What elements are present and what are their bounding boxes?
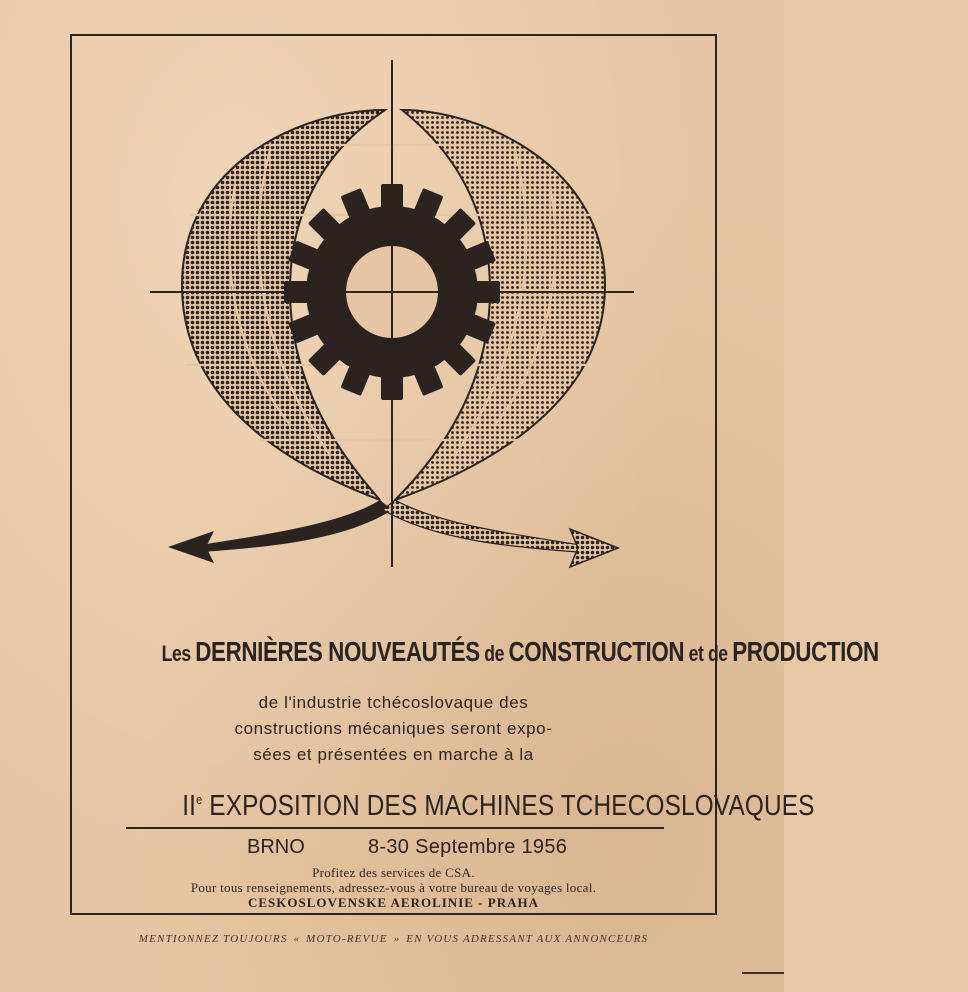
globe-tails xyxy=(200,500,580,552)
headline-part-1: Les xyxy=(161,641,196,666)
page-edge-mark xyxy=(742,972,784,974)
airline-name: CESKOSLOVENSKE AEROLINIE - PRAHA xyxy=(248,895,539,910)
exposition-name: EXPOSITION DES MACHINES TCHECOSLOVAQUES xyxy=(202,790,815,822)
footer-part-2: EN VOUS ADRESSANT AUX ANNONCEURS xyxy=(406,933,649,945)
headline-part-5: et de xyxy=(684,641,733,666)
globe-gear-emblem xyxy=(140,55,640,580)
headline xyxy=(72,636,879,668)
headline-part-4: CONSTRUCTION xyxy=(508,636,685,667)
footer-part-1: MENTIONNEZ TOUJOURS xyxy=(138,933,288,945)
exposition-ordinal-suffix: e xyxy=(196,792,203,807)
body-line: sées et présentées en marche à la xyxy=(253,745,534,764)
csa-services-line: Profitez des services de CSA. xyxy=(312,865,475,880)
title-underline-rule xyxy=(126,827,664,829)
information-line: Pour tous renseignements, adressez-vous à votre bureau de voyages local. xyxy=(190,880,597,895)
dates: 8-30 Septembre 1956 xyxy=(368,836,568,858)
right-arrow-icon xyxy=(570,529,618,567)
footer-notice xyxy=(72,933,715,945)
body-text xyxy=(72,690,715,768)
footer-quote-open: « xyxy=(293,933,301,945)
headline-part-3: de xyxy=(479,641,509,666)
footer-quote-close: » xyxy=(393,933,401,945)
headline-part-2: DERNIÈRES NOUVEAUTÉS xyxy=(195,636,480,667)
city-date-line xyxy=(72,836,715,862)
body-line: de l'industrie tchécoslovaque des xyxy=(258,693,529,712)
exposition-ordinal: II xyxy=(182,790,197,822)
headline-part-6: PRODUCTION xyxy=(732,636,879,667)
gear-icon xyxy=(284,184,500,400)
city: BRNO xyxy=(247,836,305,858)
body-line: constructions mécaniques seront expo- xyxy=(234,719,553,738)
footer-magazine: MOTO-REVUE xyxy=(306,933,388,945)
exposition-title xyxy=(122,790,815,823)
